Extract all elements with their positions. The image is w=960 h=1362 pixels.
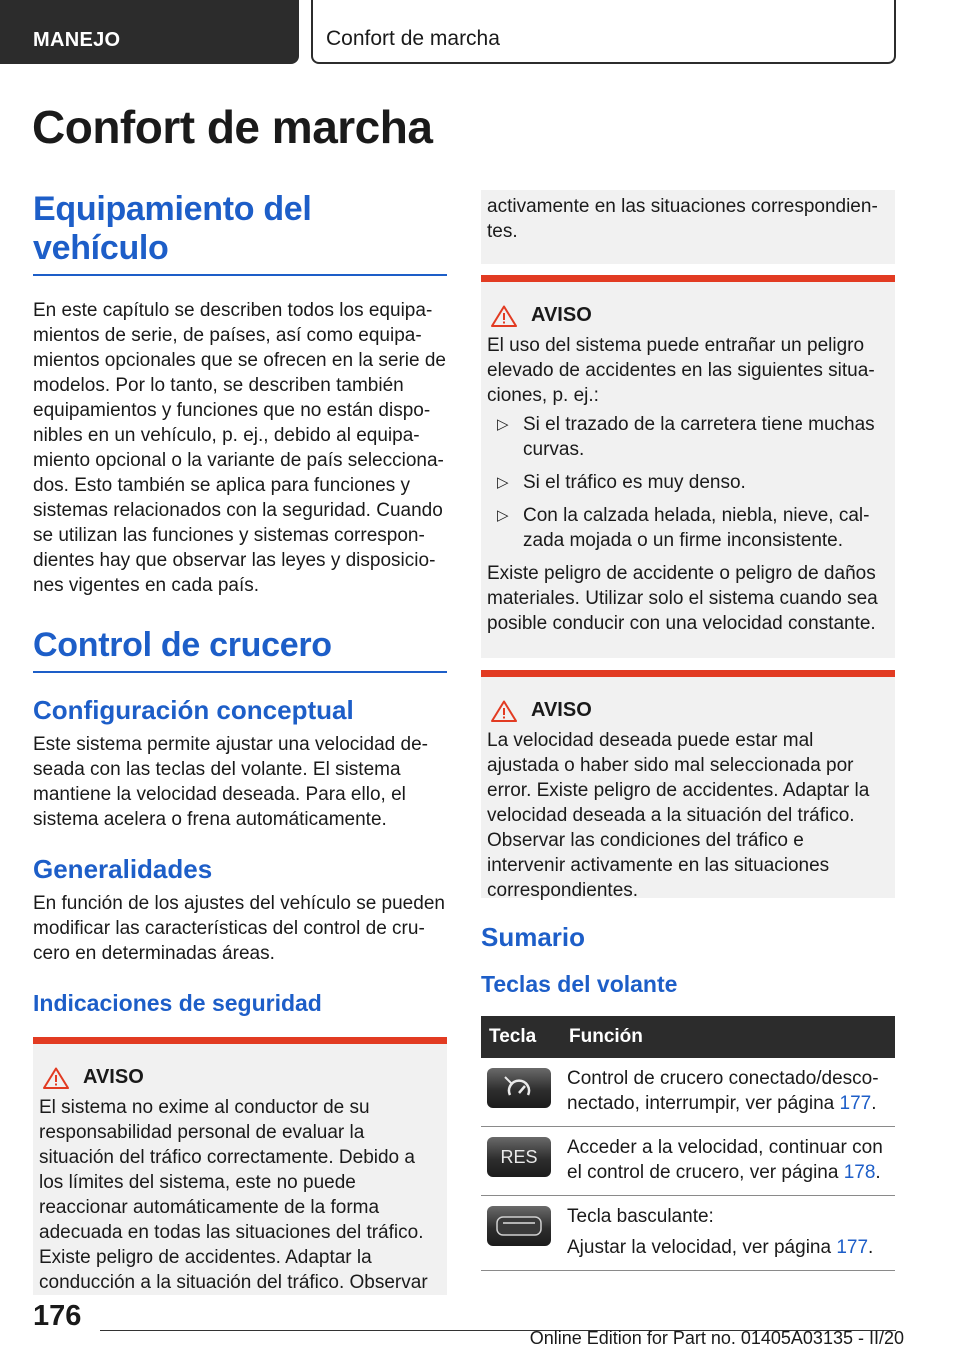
warning-title: AVISO: [531, 304, 592, 326]
table-header-tecla: Tecla: [481, 1016, 561, 1058]
table-row: Control de crucero conectado/desconectado, interrumpir, ver página 177.: [481, 1058, 895, 1127]
warning-2-intro: El uso del sistema puede entrañar un peligro elevado de accidentes en las siguientes situaciones, p. ej.:: [487, 335, 875, 406]
keys-table: [481, 1016, 895, 1271]
footer-edition: Online Edition for Part no. 01405A03135 - II/20: [529, 1328, 904, 1348]
table-row: Tecla basculante: Ajustar la velocidad, ver página 177.: [481, 1196, 895, 1271]
heading-control-crucero: Control de crucero: [33, 626, 447, 673]
row-text: Acceder a la velocidad, continuar con el control de crucero, ver página: [567, 1137, 883, 1183]
heading-generalidades: Generalidades: [33, 854, 213, 884]
page-number: 176: [33, 1300, 82, 1332]
warning-triangle-icon: [491, 700, 517, 722]
warning-2-outro: Existe peligro de accidente o peligro de daños materiales. Utilizar solo el sistema cuando sea posible conducir con una velocidad constante.: [487, 563, 878, 634]
list-item: ▷ Con la calzada helada, niebla, nieve, calzada mojada o un firme inconsistente.: [497, 505, 870, 551]
heading-sumario: Sumario: [481, 922, 586, 952]
warning-triangle-icon: [491, 305, 517, 327]
warning-title: AVISO: [531, 699, 592, 721]
equipamiento-body: En este capítulo se describen todos los equipamientos de serie, de países, así como equipamientos opcionales que se ofrecen en la serie de modelos. Por lo tanto, se describen también equipamientos y funciones que no están disponibles en un vehículo, p. ej., debido al equipamiento opcional o la variante de país seleccionados. Esto también se aplica para funciones y sistemas relacionados con la seguridad. Cuando se utilizan las funciones y sistemas correspondientes hay que observar las leyes y disposiciones vigentes en cada país.: [33, 300, 446, 596]
heading-configuracion: Configuración conceptual: [33, 695, 354, 725]
warning-1-body: El sistema no exime al conductor de su responsabilidad personal de evaluar la situación del tráfico correctamente. Debido a los límites del sistema, este no puede reaccionar automáticamente de la forma adecuada en todas las situaciones del tráfico. Existe peligro de accidentes. Adaptar la conducción a la situación del tráfico. Observar: [39, 1097, 428, 1293]
table-header-row: [481, 1016, 895, 1058]
section-label: MANEJO: [33, 29, 121, 51]
left-column: [33, 190, 447, 1295]
table-row: RES Acceder a la velocidad, continuar con el control de crucero, ver página 178.: [481, 1127, 895, 1196]
warning-3-body: La velocidad deseada puede estar mal ajustada o haber sido mal seleccionada por error. Existe peligro de accidentes. Adaptar la velocidad deseada a la situación del tráfico. Observar las condiciones del tráfico e intervenir activamente en las situaciones correspondientes.: [487, 730, 870, 901]
res-button-icon: RES: [487, 1137, 551, 1177]
row-title: Tecla basculante:: [567, 1206, 714, 1227]
generalidades-body: En función de los ajustes del vehículo se pueden modificar las características del control de crucero en determinadas áreas.: [33, 893, 445, 964]
bullet-triangle-icon: ▷: [497, 416, 509, 433]
chapter-tab: [311, 0, 896, 64]
page-link[interactable]: 177: [836, 1237, 869, 1258]
bullet-triangle-icon: ▷: [497, 507, 509, 524]
warning-triangle-icon: [43, 1067, 69, 1089]
list-item: ▷ Si el tráfico es muy denso.: [497, 472, 746, 493]
warning-1-continued: [481, 190, 895, 264]
heading-seguridad: Indicaciones de seguridad: [33, 990, 322, 1016]
warning-title: AVISO: [83, 1066, 144, 1088]
row-text: Ajustar la velocidad, ver página: [567, 1237, 837, 1258]
table-header-funcion: Función: [561, 1016, 895, 1058]
right-column: [481, 190, 895, 1271]
page-link[interactable]: 178: [843, 1162, 876, 1183]
page-link[interactable]: 177: [839, 1093, 872, 1114]
section-tab: [0, 0, 299, 64]
warning-box-1: [33, 1037, 447, 1295]
configuracion-body: Este sistema permite ajustar una velocidad deseada con las teclas del volante. El sistema mantiene la velocidad deseada. Para ello, el sistema acelera o frena automáticamente.: [33, 734, 428, 830]
heading-equipamiento: Equipamiento del vehículo: [33, 190, 447, 276]
bullet-triangle-icon: ▷: [497, 474, 509, 491]
warning-box-3: [481, 670, 895, 901]
cruise-control-icon: [487, 1068, 551, 1108]
page-title: Confort de marcha: [32, 101, 433, 153]
warning-box-2: [481, 275, 895, 658]
rocker-switch-icon: [487, 1206, 551, 1246]
list-item: ▷ Si el trazado de la carretera tiene muchas curvas.: [497, 414, 875, 460]
row-text: Control de crucero conectado/desconectado, interrumpir, ver página: [567, 1068, 879, 1114]
warning-1-continued-text: activamente en las situaciones correspondientes.: [487, 196, 878, 242]
chapter-label: Confort de marcha: [326, 27, 500, 50]
warning-2-bullets: [487, 412, 887, 553]
heading-teclas-volante: Teclas del volante: [481, 971, 678, 997]
